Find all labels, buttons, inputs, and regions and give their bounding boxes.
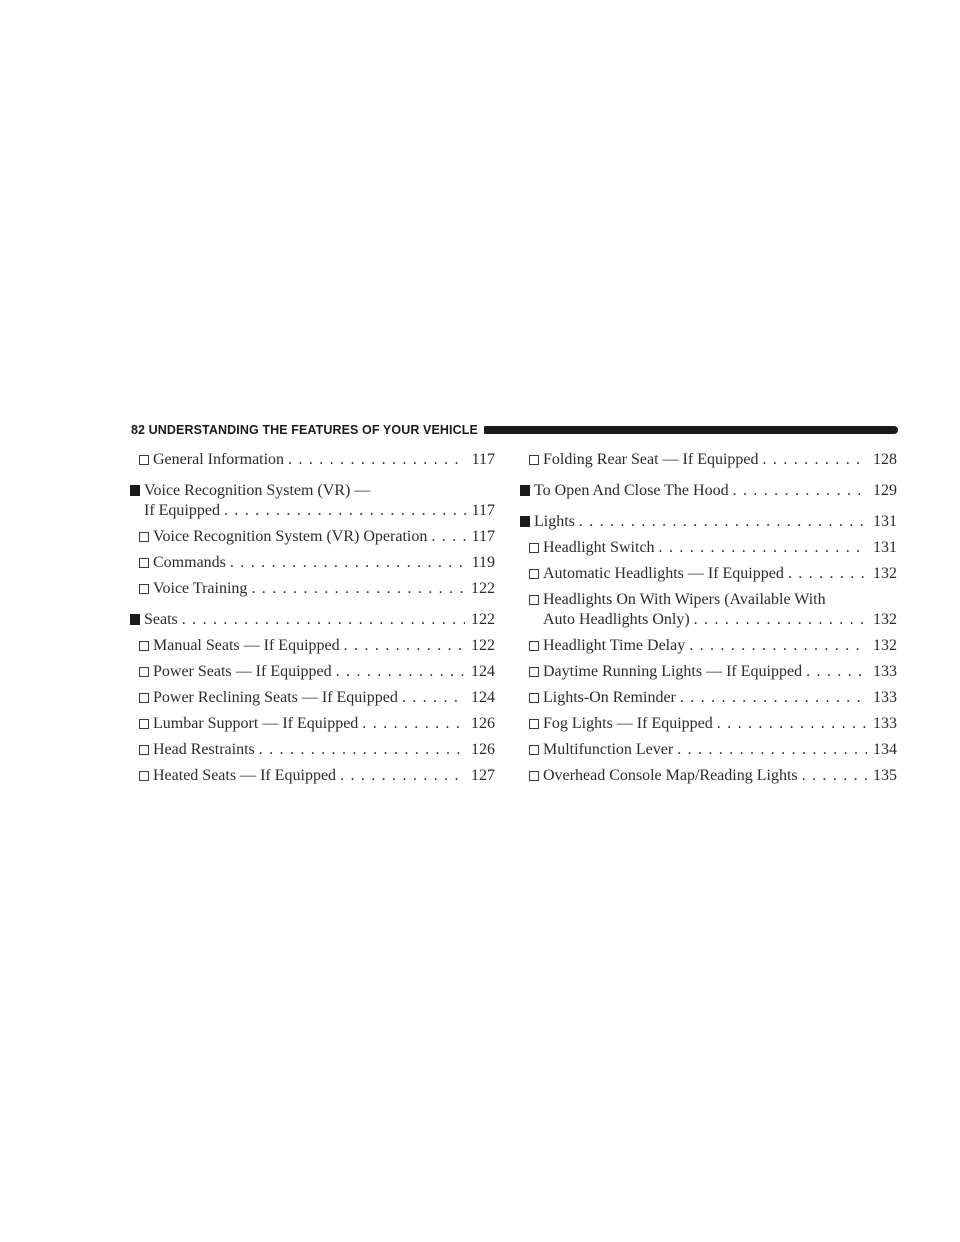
toc-right-column — [520, 446, 897, 788]
dot-leader — [402, 689, 465, 707]
toc-page-number: 124 — [471, 689, 495, 706]
toc-page-number: 117 — [471, 528, 495, 545]
dot-leader — [336, 663, 465, 681]
filled-square-bullet-icon — [520, 516, 530, 527]
toc-entry[interactable] — [520, 762, 897, 788]
toc-entry-title: Lights — [534, 513, 575, 530]
toc-entry[interactable] — [130, 684, 495, 710]
toc-entry-title: Lumbar Support — If Equipped — [153, 715, 359, 732]
toc-entry-title: Seats — [144, 611, 178, 628]
toc-page-number: 132 — [873, 565, 897, 582]
toc-page-number: 129 — [873, 482, 897, 499]
toc-page-number: 133 — [873, 663, 897, 680]
toc-entry-title: To Open And Close The Hood — [534, 482, 729, 499]
hollow-square-bullet-icon — [529, 745, 539, 755]
toc-entry[interactable] — [130, 549, 495, 575]
toc-entry[interactable] — [520, 446, 897, 472]
dot-leader — [733, 482, 867, 500]
dot-leader — [362, 715, 465, 733]
toc-page-number: 119 — [471, 554, 495, 571]
toc-entry-title: Auto Headlights Only) — [543, 611, 690, 628]
toc-entry-title: Folding Rear Seat — If Equipped — [543, 451, 759, 468]
dot-leader — [431, 528, 465, 546]
dot-leader — [259, 741, 465, 759]
toc-entry[interactable] — [130, 523, 495, 549]
dot-leader — [677, 741, 867, 759]
toc-entry-title: Multifunction Lever — [543, 741, 674, 758]
toc-entry[interactable] — [130, 575, 495, 601]
toc-entry[interactable] — [130, 606, 495, 632]
hollow-square-bullet-icon — [139, 745, 149, 755]
toc-page-number: 124 — [471, 663, 495, 680]
page-header — [131, 419, 898, 441]
toc-page-number: 133 — [873, 689, 897, 706]
filled-square-bullet-icon — [130, 485, 140, 496]
toc-entry[interactable] — [520, 534, 897, 560]
dot-leader — [717, 715, 867, 733]
hollow-square-bullet-icon — [139, 667, 149, 677]
toc-left-column — [130, 446, 495, 788]
toc-entry[interactable] — [520, 477, 897, 503]
toc-page-number: 126 — [471, 715, 495, 732]
toc-entry[interactable] — [130, 762, 495, 788]
toc-entry-title: Manual Seats — If Equipped — [153, 637, 340, 654]
toc-entry[interactable] — [520, 560, 897, 586]
toc-entry-title: Commands — [153, 554, 226, 571]
toc-entry[interactable] — [520, 658, 897, 684]
toc-entry-title: Lights-On Reminder — [543, 689, 676, 706]
dot-leader — [340, 767, 465, 785]
dot-leader — [344, 637, 465, 655]
toc-entry[interactable] — [130, 658, 495, 684]
toc-entry[interactable] — [520, 632, 897, 658]
toc-entry-title: Voice Recognition System (VR) Operation — [153, 528, 428, 545]
toc-entry-title: Headlights On With Wipers (Available With — [543, 591, 826, 608]
hollow-square-bullet-icon — [139, 532, 149, 542]
toc-entry-title: Power Seats — If Equipped — [153, 663, 332, 680]
hollow-square-bullet-icon — [529, 543, 539, 553]
hollow-square-bullet-icon — [139, 693, 149, 703]
toc-page-number: 134 — [873, 741, 897, 758]
toc-entry[interactable] — [520, 508, 897, 534]
dot-leader — [788, 565, 867, 583]
toc-entry-title: Power Reclining Seats — If Equipped — [153, 689, 398, 706]
header-text: 82 UNDERSTANDING THE FEATURES OF YOUR VEHICLE — [131, 423, 478, 437]
hollow-square-bullet-icon — [139, 584, 149, 594]
hollow-square-bullet-icon — [139, 771, 149, 781]
dot-leader — [680, 689, 867, 707]
toc-entry[interactable] — [520, 736, 897, 762]
dot-leader — [694, 611, 867, 629]
toc-page-number: 117 — [471, 502, 495, 519]
toc-page-number: 132 — [873, 611, 897, 628]
toc-entry[interactable] — [130, 710, 495, 736]
toc-entry-title: Voice Recognition System (VR) — — [144, 482, 371, 499]
filled-square-bullet-icon — [520, 485, 530, 496]
toc-page-number: 132 — [873, 637, 897, 654]
toc-page-number: 127 — [471, 767, 495, 784]
toc-entry-title: Headlight Switch — [543, 539, 655, 556]
toc-entry[interactable] — [520, 684, 897, 710]
hollow-square-bullet-icon — [529, 719, 539, 729]
toc-entry[interactable] — [130, 632, 495, 658]
dot-leader — [224, 502, 466, 520]
hollow-square-bullet-icon — [529, 771, 539, 781]
dot-leader — [288, 451, 466, 469]
dot-leader — [763, 451, 867, 469]
dot-leader — [579, 513, 867, 531]
toc-entry-title: Overhead Console Map/Reading Lights — [543, 767, 798, 784]
dot-leader — [230, 554, 466, 572]
hollow-square-bullet-icon — [139, 641, 149, 651]
toc-entry[interactable] — [130, 736, 495, 762]
dot-leader — [802, 767, 867, 785]
toc-entry-title: Fog Lights — If Equipped — [543, 715, 713, 732]
toc-page-number: 135 — [873, 767, 897, 784]
toc-entry-title: Voice Training — [153, 580, 248, 597]
hollow-square-bullet-icon — [529, 455, 539, 465]
dot-leader — [182, 611, 465, 629]
toc-entry[interactable] — [130, 477, 495, 523]
toc-page-number: 128 — [873, 451, 897, 468]
filled-square-bullet-icon — [130, 614, 140, 625]
dot-leader — [806, 663, 867, 681]
toc-page-number: 122 — [471, 580, 495, 597]
hollow-square-bullet-icon — [529, 569, 539, 579]
toc-entry-title: Head Restraints — [153, 741, 255, 758]
hollow-square-bullet-icon — [139, 455, 149, 465]
toc-page-number: 131 — [873, 513, 897, 530]
hollow-square-bullet-icon — [529, 667, 539, 677]
toc-page-number: 133 — [873, 715, 897, 732]
header-rule — [484, 426, 898, 434]
toc-page-number: 122 — [471, 637, 495, 654]
hollow-square-bullet-icon — [529, 693, 539, 703]
toc-page-number: 126 — [471, 741, 495, 758]
toc-entry-title: Heated Seats — If Equipped — [153, 767, 337, 784]
dot-leader — [689, 637, 867, 655]
toc-page-number: 131 — [873, 539, 897, 556]
toc-entry-title: Daytime Running Lights — If Equipped — [543, 663, 803, 680]
toc-entry[interactable] — [520, 710, 897, 736]
hollow-square-bullet-icon — [139, 558, 149, 568]
toc-entry-title: If Equipped — [144, 502, 220, 519]
hollow-square-bullet-icon — [529, 595, 539, 605]
toc-page-number: 122 — [471, 611, 495, 628]
toc-entry[interactable] — [520, 586, 897, 632]
dot-leader — [659, 539, 867, 557]
toc-entry-title: Automatic Headlights — If Equipped — [543, 565, 784, 582]
toc-page-number: 117 — [471, 451, 495, 468]
toc-entry-title: Headlight Time Delay — [543, 637, 686, 654]
toc-entry[interactable] — [130, 446, 495, 472]
toc-entry-title: General Information — [153, 451, 285, 468]
hollow-square-bullet-icon — [529, 641, 539, 651]
dot-leader — [251, 580, 465, 598]
hollow-square-bullet-icon — [139, 719, 149, 729]
